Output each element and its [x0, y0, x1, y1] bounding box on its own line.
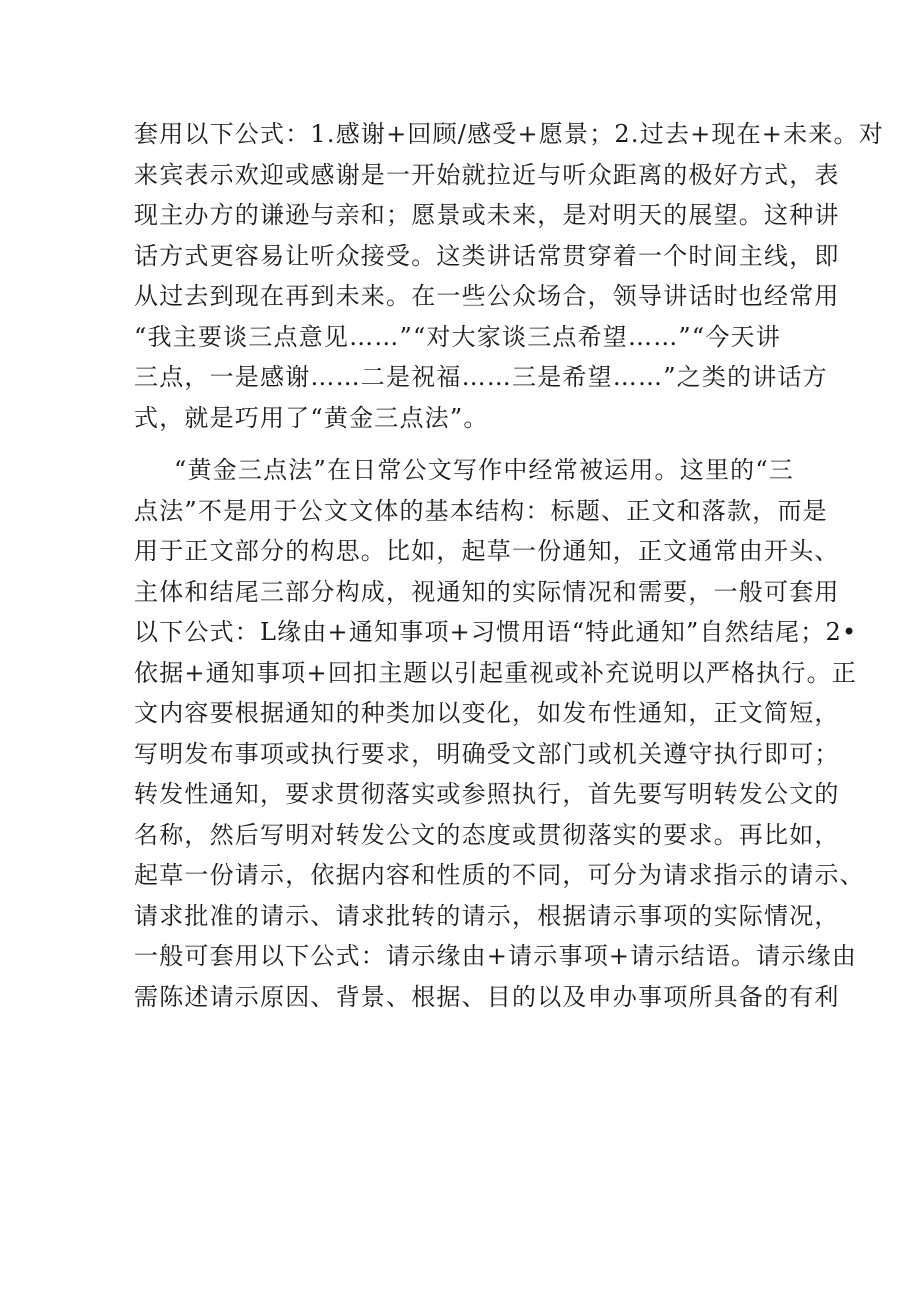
- text-line: 主体和结尾三部分构成，视通知的实际情况和需要，一般可套用: [134, 577, 840, 606]
- text-line: “我主要谈三点意见……”“对大家谈三点希望……”“今天讲: [134, 322, 781, 351]
- text-line: 从过去到现在再到未来。在一些公众场合，领导讲话时也经常用: [134, 282, 840, 310]
- text-line: 套用以下公式：1.感谢+回顾/感受+愿景；2.过去+现在+未来。对: [134, 120, 884, 148]
- text-line: 一般可套用以下公式：请示缘由+请示事项+请示结语。请示缘由: [134, 942, 858, 970]
- text-line: 用于正文部分的构思。比如，起草一份通知，正文通常由开头、: [134, 537, 840, 565]
- text-line: 三点，一是感谢……二是祝福……三是希望……”之类的讲话方: [134, 363, 828, 391]
- paragraph-start-line: “黄金三点法”在日常公文写作中经常被运用。这里的“三: [174, 456, 795, 484]
- text-line: 现主办方的谦逊与亲和；愿景或未来，是对明天的展望。这种讲: [134, 201, 840, 229]
- text-line: 文内容要根据通知的种类加以变化，如发布性通知，正文简短，: [134, 699, 840, 727]
- text-line: 转发性通知，要求贯彻落实或参照执行，首先要写明转发公文的: [134, 780, 840, 808]
- text-line: 请求批准的请示、请求批转的请示，根据请示事项的实际情况，: [134, 901, 840, 930]
- text-line: 话方式更容易让听众接受。这类讲话常贯穿着一个时间主线，即: [134, 241, 840, 270]
- text-line: 写明发布事项或执行要求，明确受文部门或机关遵守执行即可；: [134, 739, 840, 768]
- text-line: 依据+通知事项+回扣主题以引起重视或补充说明以严格执行。正: [134, 658, 858, 687]
- text-line: 名称，然后写明对转发公文的态度或贯彻落实的要求。再比如，: [134, 820, 840, 849]
- text-line: 点法”不是用于公文文体的基本结构：标题、正文和落款，而是: [134, 496, 828, 525]
- text-line: 式，就是巧用了“黄金三点法”。: [134, 403, 489, 432]
- body-text: [134, 114, 884, 1017]
- text-line: 来宾表示欢迎或感谢是一开始就拉近与听众距离的极好方式，表: [134, 160, 840, 189]
- text-line: 需陈述请示原因、背景、根据、目的以及申办事项所具备的有利: [134, 982, 840, 1011]
- text-line: 以下公式：L缘由+通知事项+习惯用语“特此通知”自然结尾；2•: [134, 618, 858, 646]
- text-line: 起草一份请示，依据内容和性质的不同，可分为请求指示的请示、: [134, 861, 865, 889]
